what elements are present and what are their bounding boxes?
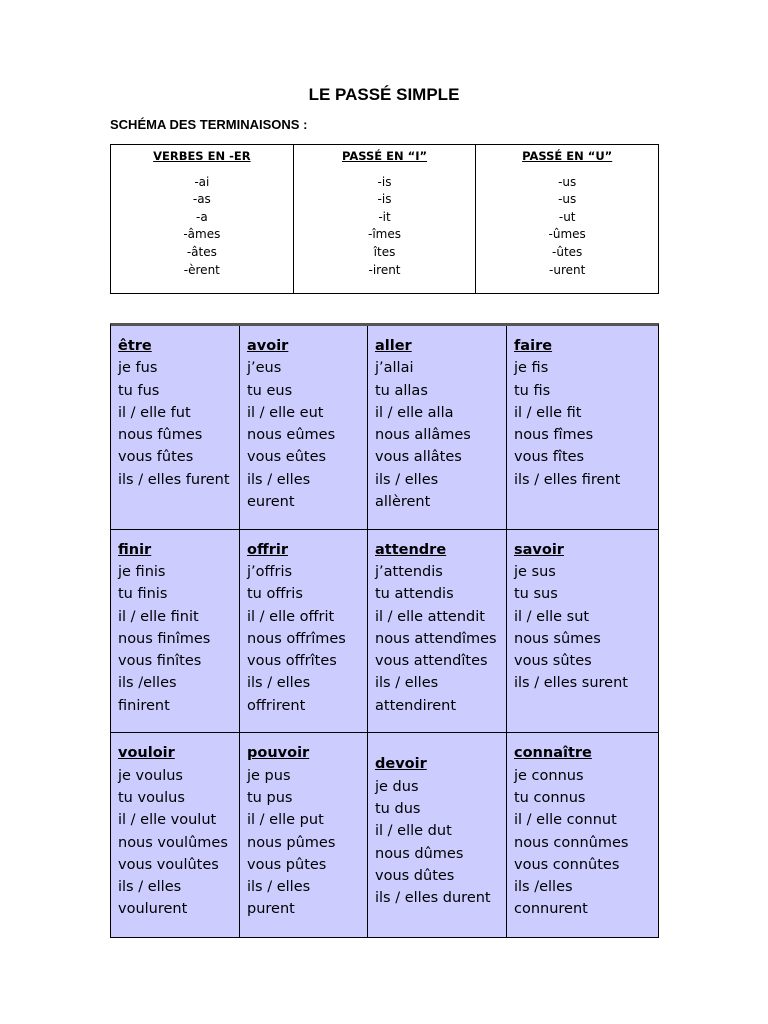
ending-item: -is (377, 174, 392, 189)
conjugation-line: nous finîmes (118, 630, 211, 647)
verb-infinitive: attendre (375, 541, 447, 558)
verb-cell (507, 733, 658, 937)
conjugation-line: offrirent (247, 697, 306, 714)
verb-infinitive: savoir (514, 541, 564, 558)
ending-item: -ai (194, 174, 210, 189)
conjugation-line: ils / elles firent (514, 471, 621, 488)
conjugation-line: je pus (247, 767, 291, 784)
conjugation-line: je sus (514, 563, 556, 580)
conjugation-line: vous offrîtes (247, 653, 337, 670)
conjugation-line: tu fus (118, 382, 160, 399)
ending-item: -a (195, 209, 208, 224)
conjugation-line: nous eûmes (247, 427, 336, 444)
conjugation-line: nous attendîmes (375, 630, 497, 647)
conjugation-line: j’attendis (375, 563, 443, 580)
ending-item: -urent (549, 262, 586, 277)
conjugation-line: j’offris (247, 563, 293, 580)
verb-infinitive: avoir (247, 338, 289, 354)
verb-infinitive: devoir (375, 756, 427, 773)
conjugation-line: il / elle finit (118, 608, 199, 625)
conjugation-line: nous fîmes (514, 427, 594, 444)
conjugation-line: vous attendîtes (375, 653, 488, 670)
conjugation-line: tu offris (247, 586, 303, 603)
conjugation-line: tu attendis (375, 586, 454, 603)
endings-header: PASSÉ EN “I” (341, 149, 428, 163)
verb-cell (111, 530, 240, 734)
endings-column-u (476, 145, 658, 293)
conjugation-line: il / elle sut (514, 608, 590, 625)
conjugation-line: il / elle fit (514, 404, 582, 421)
ending-item: -èrent (183, 262, 220, 277)
ending-item: -us (558, 174, 577, 189)
endings-header: PASSÉ EN “U” (522, 149, 613, 163)
conjugation-line: tu connus (514, 789, 586, 806)
ending-item: -it (378, 209, 391, 224)
conjugation-line: nous offrîmes (247, 630, 346, 647)
ending-item: -is (377, 192, 392, 207)
conjugation-line: finirent (118, 697, 170, 714)
conjugation-line: il / elle attendit (375, 608, 485, 625)
conjugation-line: vous sûtes (514, 653, 592, 670)
conjugation-line: vous finîtes (118, 653, 202, 670)
conjugation-line: tu finis (118, 586, 168, 603)
verb-cell (507, 530, 658, 734)
ending-item: -as (192, 192, 211, 207)
ending-item: -irent (368, 262, 401, 277)
conjugation-line: ils /elles (118, 675, 177, 692)
conjugation-line: nous dûmes (375, 845, 464, 862)
verb-infinitive: offrir (247, 541, 288, 558)
conjugation-line: ils / elles surent (514, 675, 628, 692)
conjugation-line: vous allâtes (375, 449, 462, 466)
conjugation-line: tu fis (514, 382, 551, 399)
conjugation-line: tu pus (247, 789, 293, 806)
verb-infinitive: connaître (514, 745, 592, 762)
conjugation-line: il / elle offrit (247, 608, 335, 625)
conjugation-line: eurent (247, 494, 295, 511)
conjugation-line: tu dus (375, 800, 421, 817)
conjugation-line: ils / elles (247, 675, 311, 692)
conjugation-line: ils / elles (375, 471, 439, 488)
conjugation-line: nous sûmes (514, 630, 601, 647)
conjugation-line: vous pûtes (247, 856, 327, 873)
conjugation-line: ils / elles durent (375, 890, 491, 907)
verb-cell (240, 733, 368, 937)
verb-cell (240, 326, 368, 530)
ending-item: -âtes (186, 244, 217, 259)
ending-item: îtes (373, 244, 396, 259)
conjugation-line: j’allai (375, 360, 414, 377)
conjugation-line: j’eus (247, 360, 282, 377)
verb-infinitive: pouvoir (247, 745, 310, 762)
endings-column-i (294, 145, 477, 293)
verb-cell (368, 326, 507, 530)
section-subtitle: SCHÉMA DES TERMINAISONS : (110, 117, 308, 132)
conjugation-line: je fus (118, 360, 158, 377)
verb-infinitive: finir (118, 541, 152, 558)
ending-item: -ûmes (548, 227, 586, 242)
conjugation-line: attendirent (375, 697, 457, 714)
conjugation-line: tu allas (375, 382, 428, 399)
conjugation-line: nous allâmes (375, 427, 471, 444)
conjugation-line: tu sus (514, 586, 558, 603)
conjugation-line: vous dûtes (375, 867, 455, 884)
verb-infinitive: vouloir (118, 745, 175, 762)
conjugation-line: vous eûtes (247, 449, 327, 466)
conjugation-line: ils / elles (118, 879, 182, 896)
ending-item: -us (558, 192, 577, 207)
conjugation-line: je voulus (118, 767, 183, 784)
conjugation-line: ils / elles (247, 471, 311, 488)
conjugation-line: je dus (375, 778, 419, 795)
verb-cell (111, 326, 240, 530)
conjugation-line: connurent (514, 901, 588, 918)
conjugation-line: nous pûmes (247, 834, 336, 851)
conjugation-line: il / elle alla (375, 404, 454, 421)
conjugation-line: il / elle dut (375, 823, 452, 840)
conjugation-line: il / elle eut (247, 404, 324, 421)
conjugation-line: ils /elles (514, 879, 573, 896)
verb-infinitive: faire (514, 338, 553, 354)
conjugation-line: tu voulus (118, 789, 185, 806)
conjugation-line: ils / elles furent (118, 471, 230, 488)
conjugation-line: je connus (514, 767, 584, 784)
verb-cell (368, 530, 507, 734)
conjugation-line: purent (247, 901, 295, 918)
conjugation-line: vous fîtes (514, 449, 585, 466)
conjugation-line: vous fûtes (118, 449, 194, 466)
conjugation-grid (110, 323, 659, 938)
ending-item: -ûtes (552, 244, 583, 259)
page-title: LE PASSÉ SIMPLE (308, 85, 460, 104)
conjugation-line: nous voulûmes (118, 834, 228, 851)
conjugation-line: allèrent (375, 494, 431, 511)
ending-item: -îmes (368, 227, 401, 242)
endings-table (110, 144, 659, 294)
ending-item: -âmes (183, 227, 221, 242)
conjugation-line: il / elle put (247, 812, 324, 829)
verb-cell (368, 733, 507, 937)
verb-cell (240, 530, 368, 734)
endings-header: VERBES EN -ER (153, 149, 251, 163)
conjugation-line: vous voulûtes (118, 856, 219, 873)
verb-infinitive: être (118, 338, 152, 354)
verb-infinitive: aller (375, 338, 412, 354)
conjugation-line: ils / elles (375, 675, 439, 692)
conjugation-line: vous connûtes (514, 856, 620, 873)
endings-column-er (111, 145, 294, 293)
conjugation-line: tu eus (247, 382, 293, 399)
conjugation-line: je finis (118, 563, 166, 580)
conjugation-line: ils / elles (247, 879, 311, 896)
conjugation-line: nous connûmes (514, 834, 629, 851)
conjugation-line: il / elle connut (514, 812, 617, 829)
conjugation-line: il / elle fut (118, 404, 191, 421)
conjugation-line: nous fûmes (118, 427, 203, 444)
conjugation-line: il / elle voulut (118, 812, 217, 829)
conjugation-line: je fis (514, 360, 549, 377)
verb-cell (507, 326, 658, 530)
ending-item: -ut (558, 209, 576, 224)
verb-cell (111, 733, 240, 937)
conjugation-line: voulurent (118, 901, 188, 918)
